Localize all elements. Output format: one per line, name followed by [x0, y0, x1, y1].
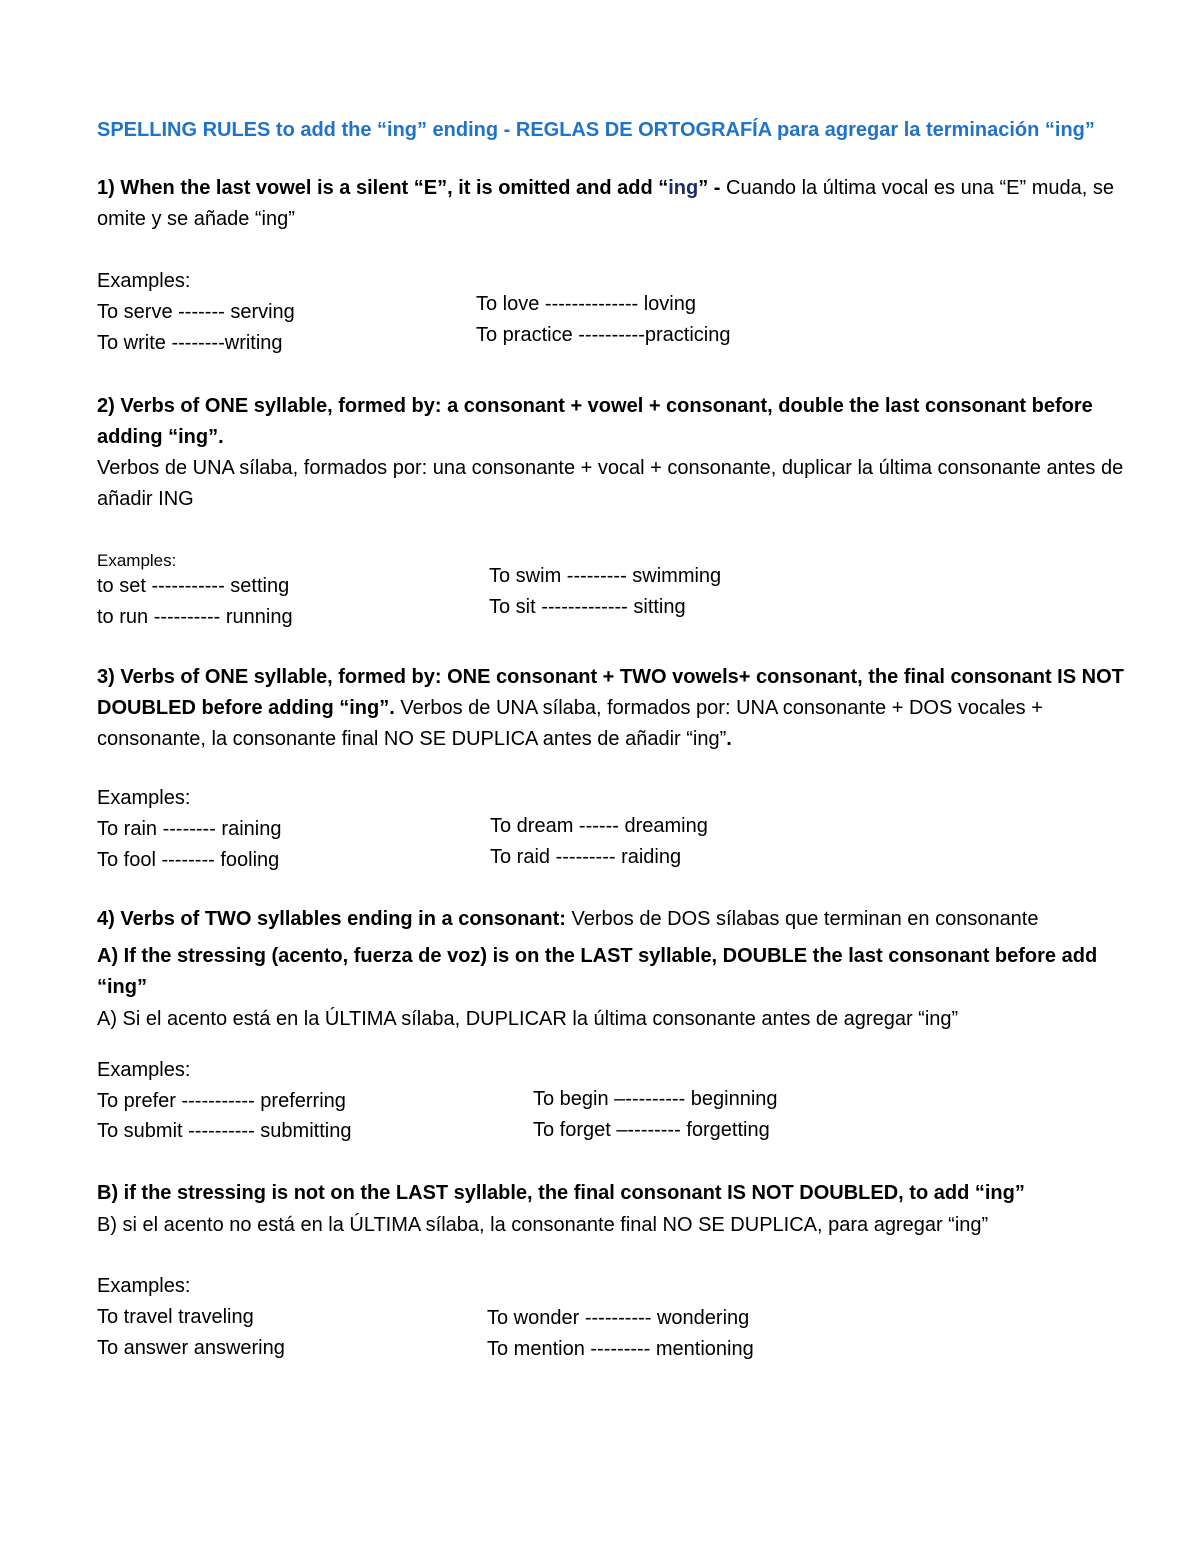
rule-4a-example: To submit ---------- submitting — [97, 1120, 352, 1142]
rule-3-examples-label: Examples: — [97, 787, 191, 809]
rule-2-example: To sit ------------- sitting — [489, 596, 686, 618]
rule-4-heading: 4) Verbs of TWO syllables ending in a consonant: — [97, 908, 566, 930]
rule-3-example: To raid --------- raiding — [490, 846, 682, 868]
rule-3-example: To fool -------- fooling — [97, 849, 280, 871]
rule-2-example: To swim --------- swimming — [489, 565, 722, 587]
rule-1-examples-label: Examples: — [97, 270, 191, 292]
rule-2-examples-label: Examples: — [97, 551, 177, 570]
rule-1-heading — [97, 173, 1127, 235]
rule-4a-example: To forget –-------- forgetting — [533, 1119, 770, 1141]
rule-4b-examples-label: Examples: — [97, 1275, 191, 1297]
rule-3-example: To rain -------- raining — [97, 818, 282, 840]
rule-3-text — [97, 662, 1127, 755]
rule-1-example: To practice ----------practicing — [476, 324, 731, 346]
rule-4a-spanish: A) Si el acento está en la ÚLTIMA sílaba, DUPLICAR la última consonante antes de agregar “ing” — [97, 1008, 959, 1030]
rule-1-example: To write --------writing — [97, 332, 283, 354]
rule-4b-example: To answer answering — [97, 1337, 285, 1359]
rule-4-spanish: Verbos de DOS sílabas que terminan en consonante — [565, 908, 1039, 930]
rule-4b-example: To mention --------- mentioning — [487, 1338, 754, 1360]
rule-1-head-a: 1) When the last vowel is a silent “E”, it is omitted and add “ — [97, 177, 669, 199]
rule-4a-examples-label: Examples: — [97, 1059, 191, 1081]
rule-3-spanish: Verbos de UNA sílaba, formados por: UNA consonante + DOS vocales + consonante, la consonante final NO SE DUPLICA antes de añadir “ing” — [97, 697, 1043, 750]
rule-2-heading: 2) Verbs of ONE syllable, formed by: a consonant + vowel + consonant, double the last consonant before adding “ing”. — [97, 395, 1093, 448]
rule-1-head-ing: ing — [668, 177, 699, 199]
rule-2-example: to set ----------- setting — [97, 575, 290, 597]
rule-4b-heading: B) if the stressing is not on the LAST syllable, the final consonant IS NOT DOUBLED, to add “ing” — [97, 1182, 1025, 1204]
rule-2-spanish: Verbos de UNA sílaba, formados por: una consonante + vocal + consonante, duplicar la última consonante antes de añadir ING — [97, 457, 1124, 510]
rule-4a-example: To prefer ----------- preferring — [97, 1090, 346, 1112]
document-title: SPELLING RULES to add the “ing” ending - REGLAS DE ORTOGRAFÍA para agregar la terminación “ing” — [97, 119, 1095, 141]
rule-4a-example: To begin –--------- beginning — [533, 1088, 778, 1110]
rule-1-example: To serve ------- serving — [97, 301, 295, 323]
rule-4-heading-line — [97, 904, 1127, 935]
rule-1-example: To love -------------- loving — [476, 293, 696, 315]
rule-4b-example: To wonder ---------- wondering — [487, 1307, 750, 1329]
rule-3-example: To dream ------ dreaming — [490, 815, 708, 837]
rule-3-heading: 3) Verbs of ONE syllable, formed by: ONE consonant + TWO vowels+ consonant, the final consonant IS NOT DOUBLED before adding “ing”. — [97, 666, 1124, 719]
rule-4a-heading: A) If the stressing (acento, fuerza de voz) is on the LAST syllable, DOUBLE the last consonant before add “ing” — [97, 945, 1098, 998]
rule-3-spanish-end: . — [726, 728, 732, 750]
rule-1-spanish: Cuando la última vocal es una “E” muda, se omite y se añade “ing” — [97, 177, 1114, 230]
rule-2-example: to run ---------- running — [97, 606, 293, 628]
rule-4b-example: To travel traveling — [97, 1306, 254, 1328]
rule-4b-spanish: B) si el acento no está en la ÚLTIMA sílaba, la consonante final NO SE DUPLICA, para agregar “ing” — [97, 1214, 989, 1236]
rule-1-head-b: ” - — [698, 177, 726, 199]
